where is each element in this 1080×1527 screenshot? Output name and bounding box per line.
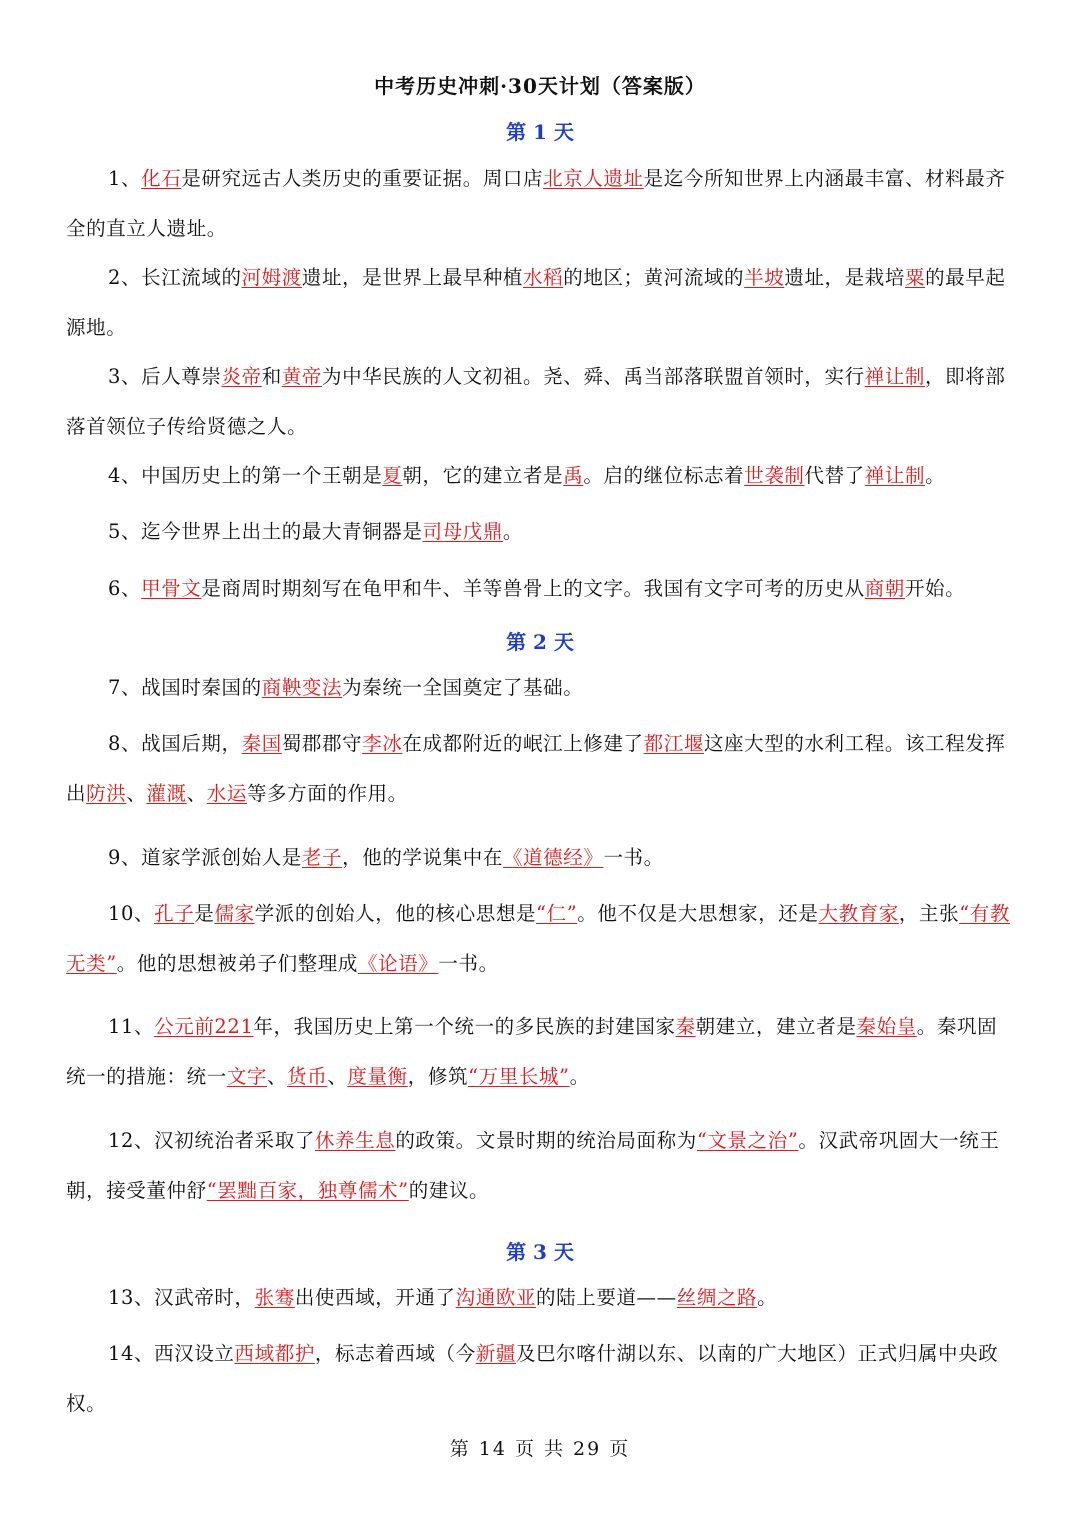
question-text	[66, 577, 965, 600]
question-fragment: 是迄今所知世界上内涵最丰富、材料最齐全的直立人遗址。	[66, 167, 1006, 240]
answer-text: 秦国	[241, 732, 282, 755]
question-fragment: 12、汉初统治者采取了	[108, 1129, 315, 1152]
question-fragment: 2、长江流域的	[108, 266, 242, 289]
answer-text: 半坡	[744, 266, 785, 289]
answer-text: 新疆	[475, 1342, 516, 1365]
question-fragment: 一书。	[603, 846, 664, 869]
answer-text: 都江堰	[643, 732, 704, 755]
question-fragment: 遗址，是栽培	[784, 266, 905, 289]
answer-text: 丝绸之路	[676, 1286, 758, 1309]
answer-text: 货币	[287, 1065, 328, 1088]
question-item	[66, 564, 1016, 614]
question-fragment: 的建议。	[408, 1179, 490, 1202]
answer-text: 甲骨文	[141, 577, 202, 600]
question-fragment: 学派的创始人，他的核心思想是	[254, 902, 537, 925]
question-text	[66, 266, 1005, 339]
answer-text: 《论语》	[357, 952, 439, 975]
question-item	[66, 451, 1016, 501]
question-fragment: 等多方面的作用。	[246, 782, 408, 805]
question-fragment: 。	[502, 520, 524, 543]
question-item	[66, 833, 1016, 883]
page-footer: 第 14 页 共 29 页	[449, 1438, 631, 1460]
question-fragment: 14、西汉设立	[108, 1342, 235, 1365]
question-fragment: 及巴尔喀什湖以东、以南的广大地区）正式归属中央政权。	[66, 1342, 999, 1415]
answer-text: “罢黜百家，独尊儒术”	[206, 1179, 409, 1202]
answer-text: 西域都护	[234, 1342, 315, 1365]
question-fragment: 的陆上要道——	[536, 1286, 677, 1309]
question-text	[66, 1286, 777, 1309]
answer-text: 商鞅变法	[261, 676, 343, 699]
document-title: 中考历史冲刺·30天计划（答案版）	[374, 74, 706, 98]
question-item	[66, 1002, 1016, 1102]
question-text	[66, 365, 1005, 438]
question-fragment: 。秦巩固统一的措施：统一	[66, 1015, 998, 1088]
answer-text: “仁”	[536, 902, 578, 925]
question-fragment: 年，我国历史上第一个统一的多民族的封建国家	[253, 1015, 676, 1038]
answer-text: 河姆渡	[241, 266, 302, 289]
question-fragment: 为中华民族的人文初祖。尧、舜、禹当部落联盟首领时，实行	[322, 365, 865, 388]
answer-text: 秦始皇	[856, 1015, 917, 1038]
answer-text: 度量衡	[347, 1065, 408, 1088]
answer-text: 禹	[563, 464, 584, 487]
question-item	[66, 253, 1016, 353]
question-fragment: 这座大型的水利工程。该工程发挥出	[66, 732, 1006, 805]
question-fragment: 蜀郡郡守	[281, 732, 363, 755]
answer-text: 司母戊鼎	[422, 520, 503, 543]
question-fragment: 。启的继位标志着	[583, 464, 745, 487]
question-fragment: 6、	[108, 577, 142, 600]
answer-text: 世袭制	[744, 464, 805, 487]
question-fragment: 13、汉武帝时，	[108, 1286, 255, 1309]
question-item	[66, 507, 1016, 557]
answer-text: “万里长城”	[468, 1065, 570, 1088]
answer-text: 沟通欧亚	[455, 1286, 537, 1309]
question-fragment: 8、战国后期，	[108, 732, 242, 755]
answer-text: 防洪	[86, 782, 127, 805]
question-fragment: 为秦统一全国奠定了基础。	[342, 676, 584, 699]
question-item	[66, 719, 1016, 819]
answer-text: 水稻	[523, 266, 564, 289]
answer-text: 禅让制	[864, 365, 926, 388]
question-fragment: 、	[186, 782, 207, 805]
day-heading-1: 第 1 天	[506, 120, 574, 144]
answer-text: “文景之治”	[696, 1129, 799, 1152]
question-text	[66, 520, 523, 543]
question-fragment: ，他的学说集中在	[342, 846, 503, 869]
question-item	[66, 1273, 1016, 1323]
answer-text: 孔子	[154, 902, 195, 925]
question-text	[66, 676, 583, 699]
answer-text: 北京人遗址	[543, 167, 644, 190]
question-text	[66, 1342, 998, 1415]
question-fragment: 1、	[108, 167, 142, 190]
question-fragment: 一书。	[438, 952, 499, 975]
question-fragment: ，即将部落首领位子传给贤德之人。	[66, 365, 1006, 438]
answer-text: 休养生息	[314, 1129, 396, 1152]
answer-text: 商朝	[864, 577, 905, 600]
answer-text: “有教无类”	[66, 902, 1010, 975]
question-fragment: 是研究远古人类历史的重要证据。周口店	[181, 167, 544, 190]
answer-text: 灌溉	[146, 782, 187, 805]
question-fragment: 的政策。文景时期的统治局面称为	[395, 1129, 697, 1152]
question-text	[66, 1129, 999, 1202]
answer-text: 夏	[382, 464, 403, 487]
answer-text: 黄帝	[281, 365, 323, 388]
question-item	[66, 663, 1016, 713]
question-fragment: 。他不仅是大思想家，还是	[577, 902, 819, 925]
answer-text: 李冰	[362, 732, 403, 755]
question-fragment: 在成都附近的岷江上修建了	[402, 732, 644, 755]
question-fragment: 3、后人尊崇	[108, 365, 222, 388]
question-fragment: ，标志着西域（今	[314, 1342, 476, 1365]
answer-text: 粟	[904, 266, 926, 289]
question-fragment: 遗址，是世界上最早种植	[301, 266, 524, 289]
question-text	[66, 902, 1010, 975]
question-fragment: 开始。	[904, 577, 966, 600]
question-fragment: 出使西域，开通了	[294, 1286, 456, 1309]
question-item	[66, 1116, 1016, 1216]
question-item	[66, 154, 1016, 254]
question-fragment: 是商周时期刻写在龟甲和牛、羊等兽骨上的文字。我国有文字可考的历史从	[201, 577, 865, 600]
question-text	[66, 846, 664, 869]
question-fragment: 。	[757, 1286, 778, 1309]
question-fragment: 是	[194, 902, 215, 925]
question-fragment: 。	[925, 464, 946, 487]
answer-text: 水运	[206, 782, 247, 805]
answer-text: 儒家	[214, 902, 255, 925]
question-fragment: 的地区；黄河流域的	[563, 266, 745, 289]
answer-text: 禅让制	[864, 464, 926, 487]
answer-text: 《道德经》	[502, 846, 604, 869]
question-fragment: 和	[261, 365, 282, 388]
question-fragment: 。汉武帝巩固大一统王朝，接受董仲舒	[66, 1129, 1000, 1202]
question-fragment: 9、道家学派创始人是	[108, 846, 302, 869]
question-text	[66, 167, 1005, 240]
question-item	[66, 1329, 1016, 1429]
question-item	[66, 889, 1016, 989]
question-fragment: 、	[126, 782, 147, 805]
question-fragment: ，主张	[898, 902, 960, 925]
question-fragment: 朝，它的建立者是	[402, 464, 564, 487]
question-fragment: 的最早起源地。	[66, 266, 1006, 339]
question-fragment: 、	[267, 1065, 288, 1088]
question-fragment: 、	[327, 1065, 348, 1088]
question-fragment: 。	[569, 1065, 590, 1088]
question-fragment: 10、	[108, 902, 155, 925]
question-fragment: 代替了	[804, 464, 865, 487]
answer-text: 公元前221	[154, 1015, 254, 1038]
question-item	[66, 352, 1016, 452]
day-heading-3: 第 3 天	[506, 1240, 574, 1264]
answer-text: 炎帝	[221, 365, 262, 388]
day-heading-2: 第 2 天	[506, 630, 574, 654]
question-text	[66, 1015, 997, 1088]
question-fragment: 朝建立，建立者是	[695, 1015, 857, 1038]
question-text	[66, 464, 945, 487]
question-fragment: 4、中国历史上的第一个王朝是	[108, 464, 383, 487]
answer-text: 秦	[675, 1015, 696, 1038]
question-fragment: 7、战国时秦国的	[108, 676, 262, 699]
question-text	[66, 732, 1005, 805]
question-fragment: 。他的思想被弟子们整理成	[116, 952, 358, 975]
answer-text: 文字	[226, 1065, 268, 1088]
answer-text: 张骞	[254, 1286, 295, 1309]
question-fragment: ，修筑	[407, 1065, 469, 1088]
answer-text: 大教育家	[818, 902, 899, 925]
question-fragment: 11、	[108, 1015, 155, 1038]
answer-text: 老子	[301, 846, 343, 869]
answer-text: 化石	[141, 167, 182, 190]
question-fragment: 5、迄今世界上出土的最大青铜器是	[108, 520, 423, 543]
